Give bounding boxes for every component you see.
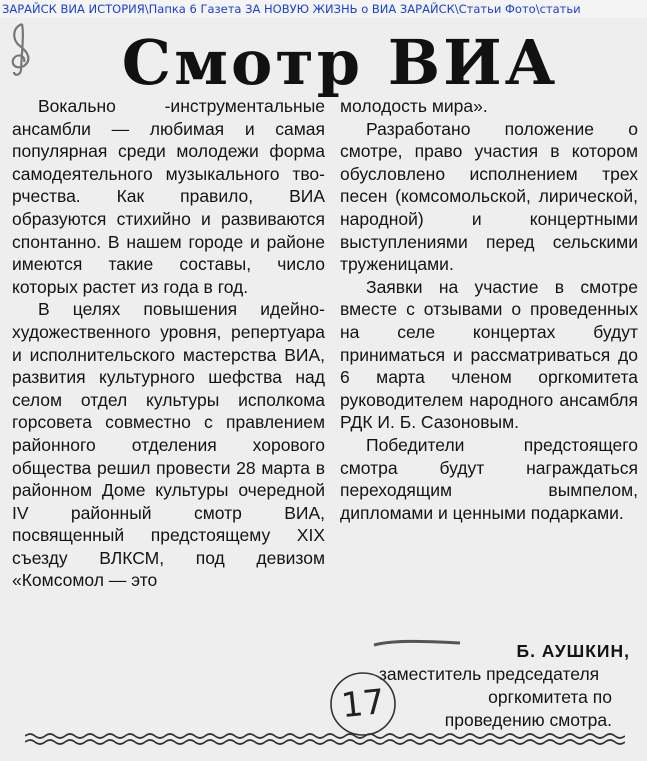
newspaper-clipping bbox=[0, 18, 647, 761]
decorative-wavy-rule bbox=[25, 730, 625, 748]
paragraph: Разработано положение о смотре, право участия в котором обусловлено исполнением трех песен (комсомольской, лирической, народной) и концертными выступлениями перед сельскими труженицами. bbox=[340, 118, 638, 275]
right-column bbox=[340, 95, 638, 524]
author-name: Б. АУШКИН, bbox=[516, 641, 630, 661]
left-column bbox=[12, 95, 325, 592]
author-title-line: заместитель председателя bbox=[378, 664, 600, 684]
paragraph: Вокально -инструментальные ансамбли — любимая и самая популярная среди молодежи форма самодеятельного музыкального творчества. Как правило, ВИА образуются стихийно и развиваются спонтанно. В нашем городе и районе имеются такие составы, число которых растет из года в год. bbox=[12, 96, 325, 297]
author-title-line: проведению смотра. bbox=[444, 710, 612, 730]
paragraph: Заявки на участие в смотре вместе с отзывами о проведенных на селе концертах будут приниматься и рассматриваться до 6 марта членом оргкомитета руководителем народного ансамбля РДК И. Б. Сазоновым. bbox=[340, 276, 638, 433]
author-title-line: оргкомитета по bbox=[488, 687, 612, 707]
file-path-caption: ЗАРАЙСК ВИА ИСТОРИЯ\Папка 6 Газета ЗА НОВУЮ ЖИЗНЬ о ВИА ЗАРАЙСК\Статьи Фото\статьи bbox=[0, 0, 647, 18]
paragraph-continuation: молодость мира». bbox=[340, 96, 488, 116]
handwritten-number: 17 bbox=[339, 681, 387, 727]
treble-clef-icon bbox=[2, 20, 38, 78]
paragraph: В целях повышения идейно-художественного уровня, репертуара и исполнительского мастерства ВИА, развития культурного шефства над селом отдел культуры исполкома горсовета совместно с правлением районного отделения хорового общества решил провести 28 марта в районном Доме культуры очередной IV районный смотр ВИА, посвященный предстоящему XIX съезду ВЛКСМ, под девизом «Комсомол — это bbox=[12, 299, 325, 591]
paragraph: Победители предстоящего смотра будут награждаться переходящим вымпелом, дипломами и ценными подарками. bbox=[340, 434, 638, 523]
article-headline: Смотр ВИА bbox=[121, 26, 559, 99]
